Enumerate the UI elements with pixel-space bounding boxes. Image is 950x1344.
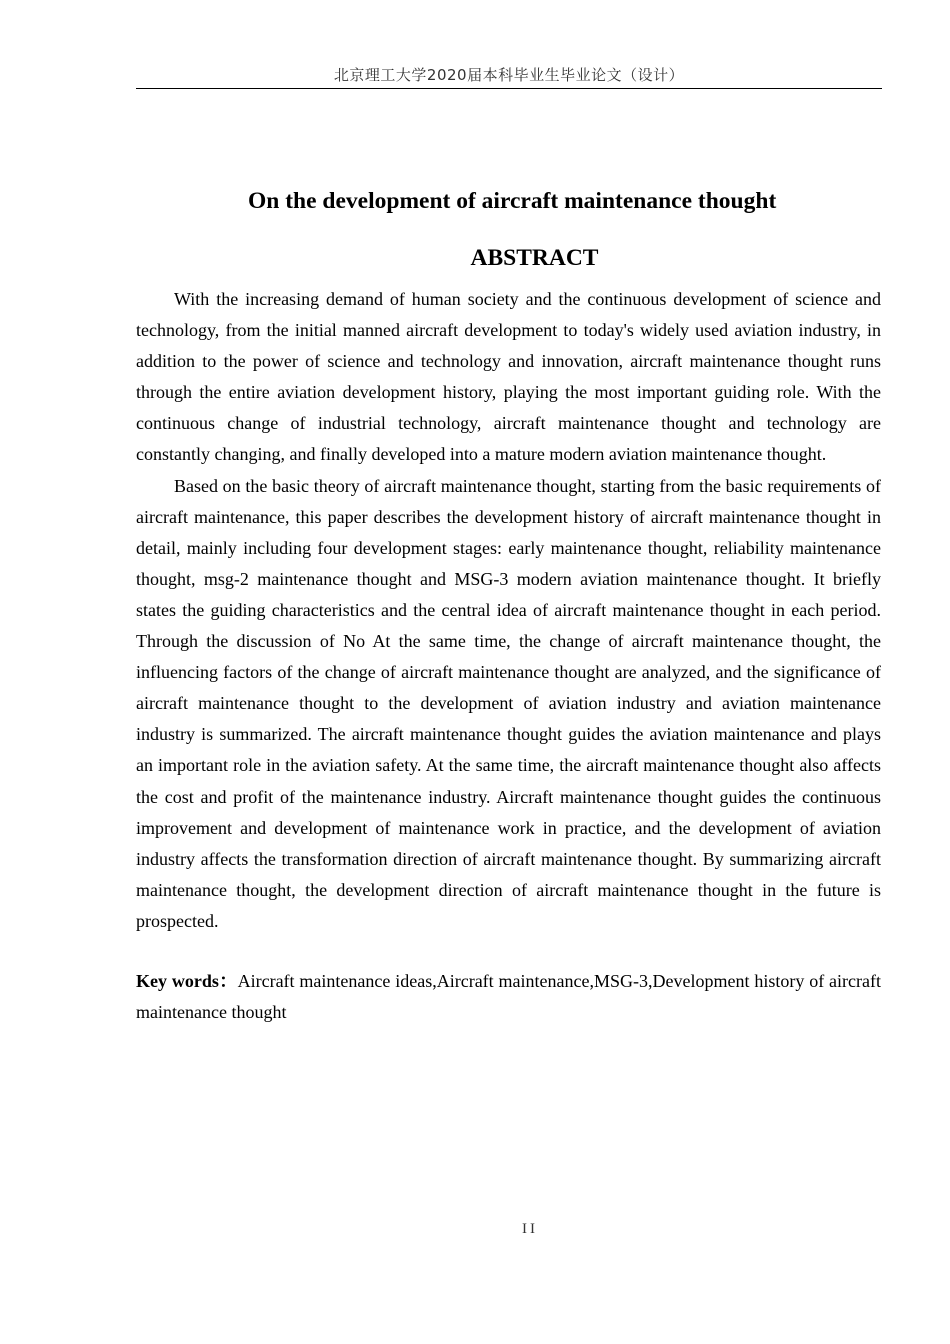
page-content (136, 185, 881, 1028)
keywords-label: Key words： (136, 970, 238, 991)
abstract-paragraph-1: With the increasing demand of human society and the continuous development of science and technology, from the initial manned aircraft development to today's widely used aviation industry, in addition to the power of science and technology and innovation, aircraft maintenance thought runs through the entire aviation development history, playing the most important guiding role. With the continuous change of industrial technology, aircraft maintenance thought and technology are constantly changing, and finally developed into a mature modern aviation maintenance thought. (136, 289, 881, 465)
page-number: II (522, 1221, 538, 1237)
paper-title: On the development of aircraft maintenance thought (248, 188, 777, 214)
header-rule (136, 88, 882, 89)
running-header: 北京理工大学2020届本科毕业生毕业论文（设计） (333, 66, 685, 84)
keywords (136, 966, 881, 1028)
abstract-heading: ABSTRACT (470, 245, 599, 271)
abstract-paragraph-2: Based on the basic theory of aircraft maintenance thought, starting from the basic requirements of aircraft maintenance, this paper describes the development history of aircraft maintenance thought in detail, mainly including four development stages: early maintenance thought, reliability maintenance thought, msg-2 maintenance thought and MSG-3 modern aviation maintenance thought. It briefly states the guiding characteristics and the central idea of aircraft maintenance thought in each period. Through the discussion of No At the same time, the change of aircraft maintenance thought, the influencing factors of the change of aircraft maintenance thought are analyzed, and the significance of aircraft maintenance thought to the development of aviation industry and aviation maintenance industry is summarized. The aircraft maintenance thought guides the aviation maintenance and plays an important role in the aviation safety. At the same time, the aircraft maintenance thought also affects the cost and profit of the maintenance industry. Aircraft maintenance thought guides the continuous improvement and development of maintenance work in practice, and the development of aviation industry affects the transformation direction of aircraft maintenance thought. By summarizing aircraft maintenance thought, the development direction of aircraft maintenance thought in the future is prospected. (136, 475, 881, 931)
keywords-text: Aircraft maintenance ideas,Aircraft maintenance,MSG-3,Development history of aircraft maintenance thought (136, 970, 882, 1023)
